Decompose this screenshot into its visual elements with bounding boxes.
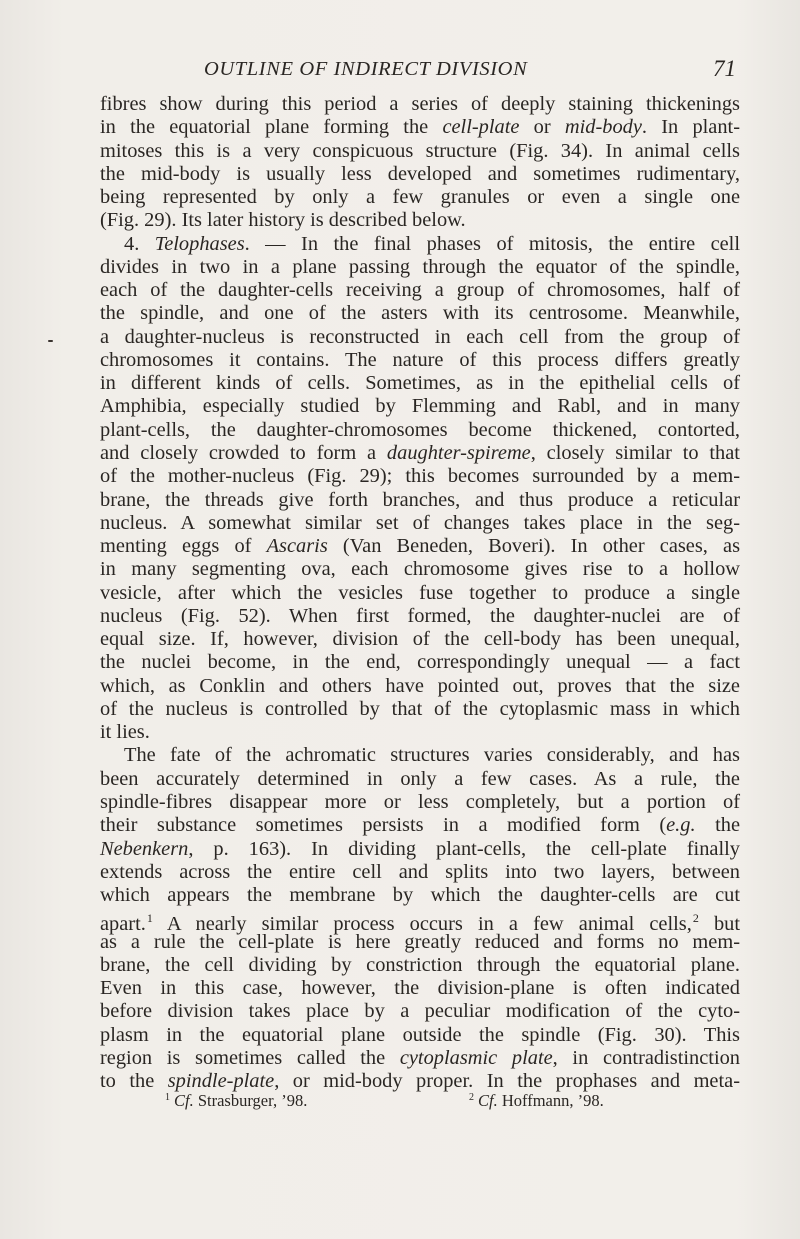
text-line — [100, 489, 740, 512]
text-line — [100, 558, 740, 581]
text-run: nucleus. A somewhat similar set of changes takes place in the seg- — [100, 511, 740, 534]
text-run: , closely similar to that — [530, 441, 740, 464]
text-run: , p. 163). In dividing plant-cells, the cell-plate finally — [188, 837, 740, 860]
text-line — [100, 931, 740, 954]
text-line — [100, 954, 740, 977]
italic-text: e.g. — [666, 814, 696, 837]
text-line — [100, 395, 740, 418]
footnote-1 — [165, 1091, 307, 1111]
text-line — [100, 907, 740, 936]
text-run: in different kinds of cells. Sometimes, as in the epithelial cells of — [100, 372, 740, 395]
text-run: which appears the membrane by which the daughter-cells are cut — [100, 884, 740, 907]
text-run: but — [698, 913, 740, 936]
text-run: in the equatorial plane forming the — [100, 116, 443, 139]
text-line — [100, 744, 740, 767]
text-run: of the mother-nucleus (Fig. 29); this becomes surrounded by a mem- — [100, 465, 740, 488]
text-line — [100, 582, 740, 605]
text-line — [100, 651, 740, 674]
text-run: which, as Conklin and others have pointed out, proves that the size — [100, 674, 740, 697]
footnote-text: Hoffmann, ’98. — [497, 1091, 604, 1110]
footnote-cf: Cf. — [478, 1091, 498, 1110]
text-run: plant-cells, the daughter-chromosomes become thickened, contorted, — [100, 418, 740, 441]
text-line — [100, 628, 740, 651]
text-run: and closely crowded to form a — [100, 441, 387, 464]
text-run: each of the daughter-cells receiving a group of chromosomes, half of — [100, 279, 740, 302]
text-run: brane, the cell dividing by constriction through the equatorial plane. — [100, 953, 740, 976]
footnote-text: Strasburger, ’98. — [193, 1091, 308, 1110]
running-head: OUTLINE OF INDIRECT DIVISION — [204, 58, 528, 80]
footnote-ref: 2 — [692, 911, 699, 926]
text-run: the mid-body is usually less developed and sometimes rudimentary, — [100, 162, 740, 185]
text-line — [100, 186, 740, 209]
text-line — [100, 419, 740, 442]
text-run: a daughter-nucleus is reconstructed in each cell from the group of — [100, 325, 740, 348]
footnote-mark: 2 — [469, 1092, 474, 1103]
text-run: Even in this case, however, the division-plane is often indicated — [100, 977, 740, 1000]
text-line — [100, 209, 740, 232]
italic-text: mid-body — [564, 116, 642, 139]
text-line — [100, 116, 740, 139]
text-line — [100, 605, 740, 628]
text-run: equal size. If, however, division of the cell-body has been unequal, — [100, 628, 740, 651]
text-line — [100, 535, 740, 558]
text-run: of the nucleus is controlled by that of the cytoplasmic mass in which — [100, 697, 740, 720]
text-line — [100, 814, 740, 837]
text-line — [100, 861, 740, 884]
text-line — [100, 1070, 740, 1093]
text-line — [100, 279, 740, 302]
text-run: chromosomes it contains. The nature of this process differs greatly — [100, 348, 740, 371]
text-run: , or mid-body proper. In the prophases and meta- — [274, 1070, 740, 1093]
text-line — [100, 675, 740, 698]
page-header — [100, 58, 736, 86]
footnote-ref: 1 — [146, 911, 153, 926]
text-run: 4. — [124, 232, 155, 255]
text-run: , in contradistinction — [552, 1046, 740, 1069]
text-line — [100, 349, 740, 372]
text-run: the spindle, and one of the asters with its centrosome. Meanwhile, — [100, 302, 740, 325]
text-line — [100, 838, 740, 861]
text-run: divides in two in a plane passing through the equator of the spindle, — [100, 255, 740, 278]
text-line — [100, 465, 740, 488]
text-line — [100, 93, 740, 116]
text-run: brane, the threads give forth branches, and thus produce a reticular — [100, 488, 740, 511]
body-text — [100, 93, 740, 1093]
text-run: The fate of the achromatic structures varies considerably, and has — [124, 744, 740, 767]
text-line — [100, 163, 740, 186]
text-run: . — In the final phases of mitosis, the entire cell — [244, 232, 741, 255]
text-line — [100, 372, 740, 395]
italic-text: Ascaris — [266, 535, 328, 558]
text-run: mitoses this is a very conspicuous structure (Fig. 34). In animal cells — [100, 139, 740, 162]
text-line — [100, 512, 740, 535]
text-run: in many segmenting ova, each chromosome gives rise to a hollow — [100, 558, 740, 581]
text-run: (Fig. 29). Its later history is described below. — [100, 209, 466, 232]
text-line — [100, 233, 740, 256]
italic-text: Telophases — [154, 232, 245, 255]
italic-text: spindle-plate — [167, 1070, 275, 1093]
footnotes — [165, 1091, 665, 1113]
text-line — [100, 721, 740, 744]
footnote-mark: 1 — [165, 1092, 170, 1103]
text-run: plasm in the equatorial plane outside the spindle (Fig. 30). This — [100, 1023, 740, 1046]
text-run: fibres show during this period a series of deeply staining thickenings — [100, 93, 740, 115]
text-run: Amphibia, especially studied by Flemming and Rabl, and in many — [100, 395, 740, 418]
text-run: the — [695, 814, 741, 837]
text-run: it lies. — [100, 721, 150, 744]
text-run: their substance sometimes persists in a modified form ( — [100, 814, 667, 837]
text-line — [100, 884, 740, 907]
text-run: (Van Beneden, Boveri). In other cases, as — [327, 535, 741, 558]
text-run: nucleus (Fig. 52). When first formed, the daughter-nuclei are of — [100, 604, 740, 627]
text-run: spindle-fibres disappear more or less completely, but a portion of — [100, 790, 740, 813]
italic-text: Nebenkern — [100, 837, 189, 860]
italic-text: cell-plate — [442, 116, 520, 139]
text-line — [100, 256, 740, 279]
text-line — [100, 302, 740, 325]
margin-mark — [48, 340, 53, 342]
text-line — [100, 791, 740, 814]
text-run: region is sometimes called the — [100, 1046, 400, 1069]
text-line — [100, 1000, 740, 1023]
italic-text: cytoplasmic plate — [399, 1046, 553, 1069]
text-run: as a rule the cell-plate is here greatly reduced and forms no mem- — [100, 930, 740, 953]
text-run: before division takes place by a peculiar modification of the cyto- — [100, 1000, 740, 1023]
text-run: . In plant- — [641, 116, 741, 139]
text-line — [100, 698, 740, 721]
text-run: menting eggs of — [100, 535, 267, 558]
text-line — [100, 326, 740, 349]
text-run: A nearly similar process occurs in a few animal cells, — [152, 913, 692, 936]
text-line — [100, 977, 740, 1000]
text-run: apart. — [100, 913, 146, 936]
text-line — [100, 1024, 740, 1047]
text-line — [100, 768, 740, 791]
footnote-cf: Cf. — [174, 1091, 194, 1110]
text-run: or — [519, 116, 565, 139]
italic-text: daughter-spireme — [386, 441, 531, 464]
text-line — [100, 140, 740, 163]
text-line — [100, 442, 740, 465]
text-run: been accurately determined in only a few cases. As a rule, the — [100, 767, 740, 790]
text-run: vesicle, after which the vesicles fuse together to produce a single — [100, 581, 740, 604]
page-number: 71 — [713, 56, 736, 81]
text-line — [100, 1047, 740, 1070]
text-run: extends across the entire cell and splits into two layers, between — [100, 860, 740, 883]
text-run: being represented by only a few granules or even a single one — [100, 186, 740, 209]
text-run: the nuclei become, in the end, correspondingly unequal — a fact — [100, 651, 740, 674]
footnote-2 — [469, 1091, 604, 1111]
text-run: to the — [100, 1070, 168, 1093]
